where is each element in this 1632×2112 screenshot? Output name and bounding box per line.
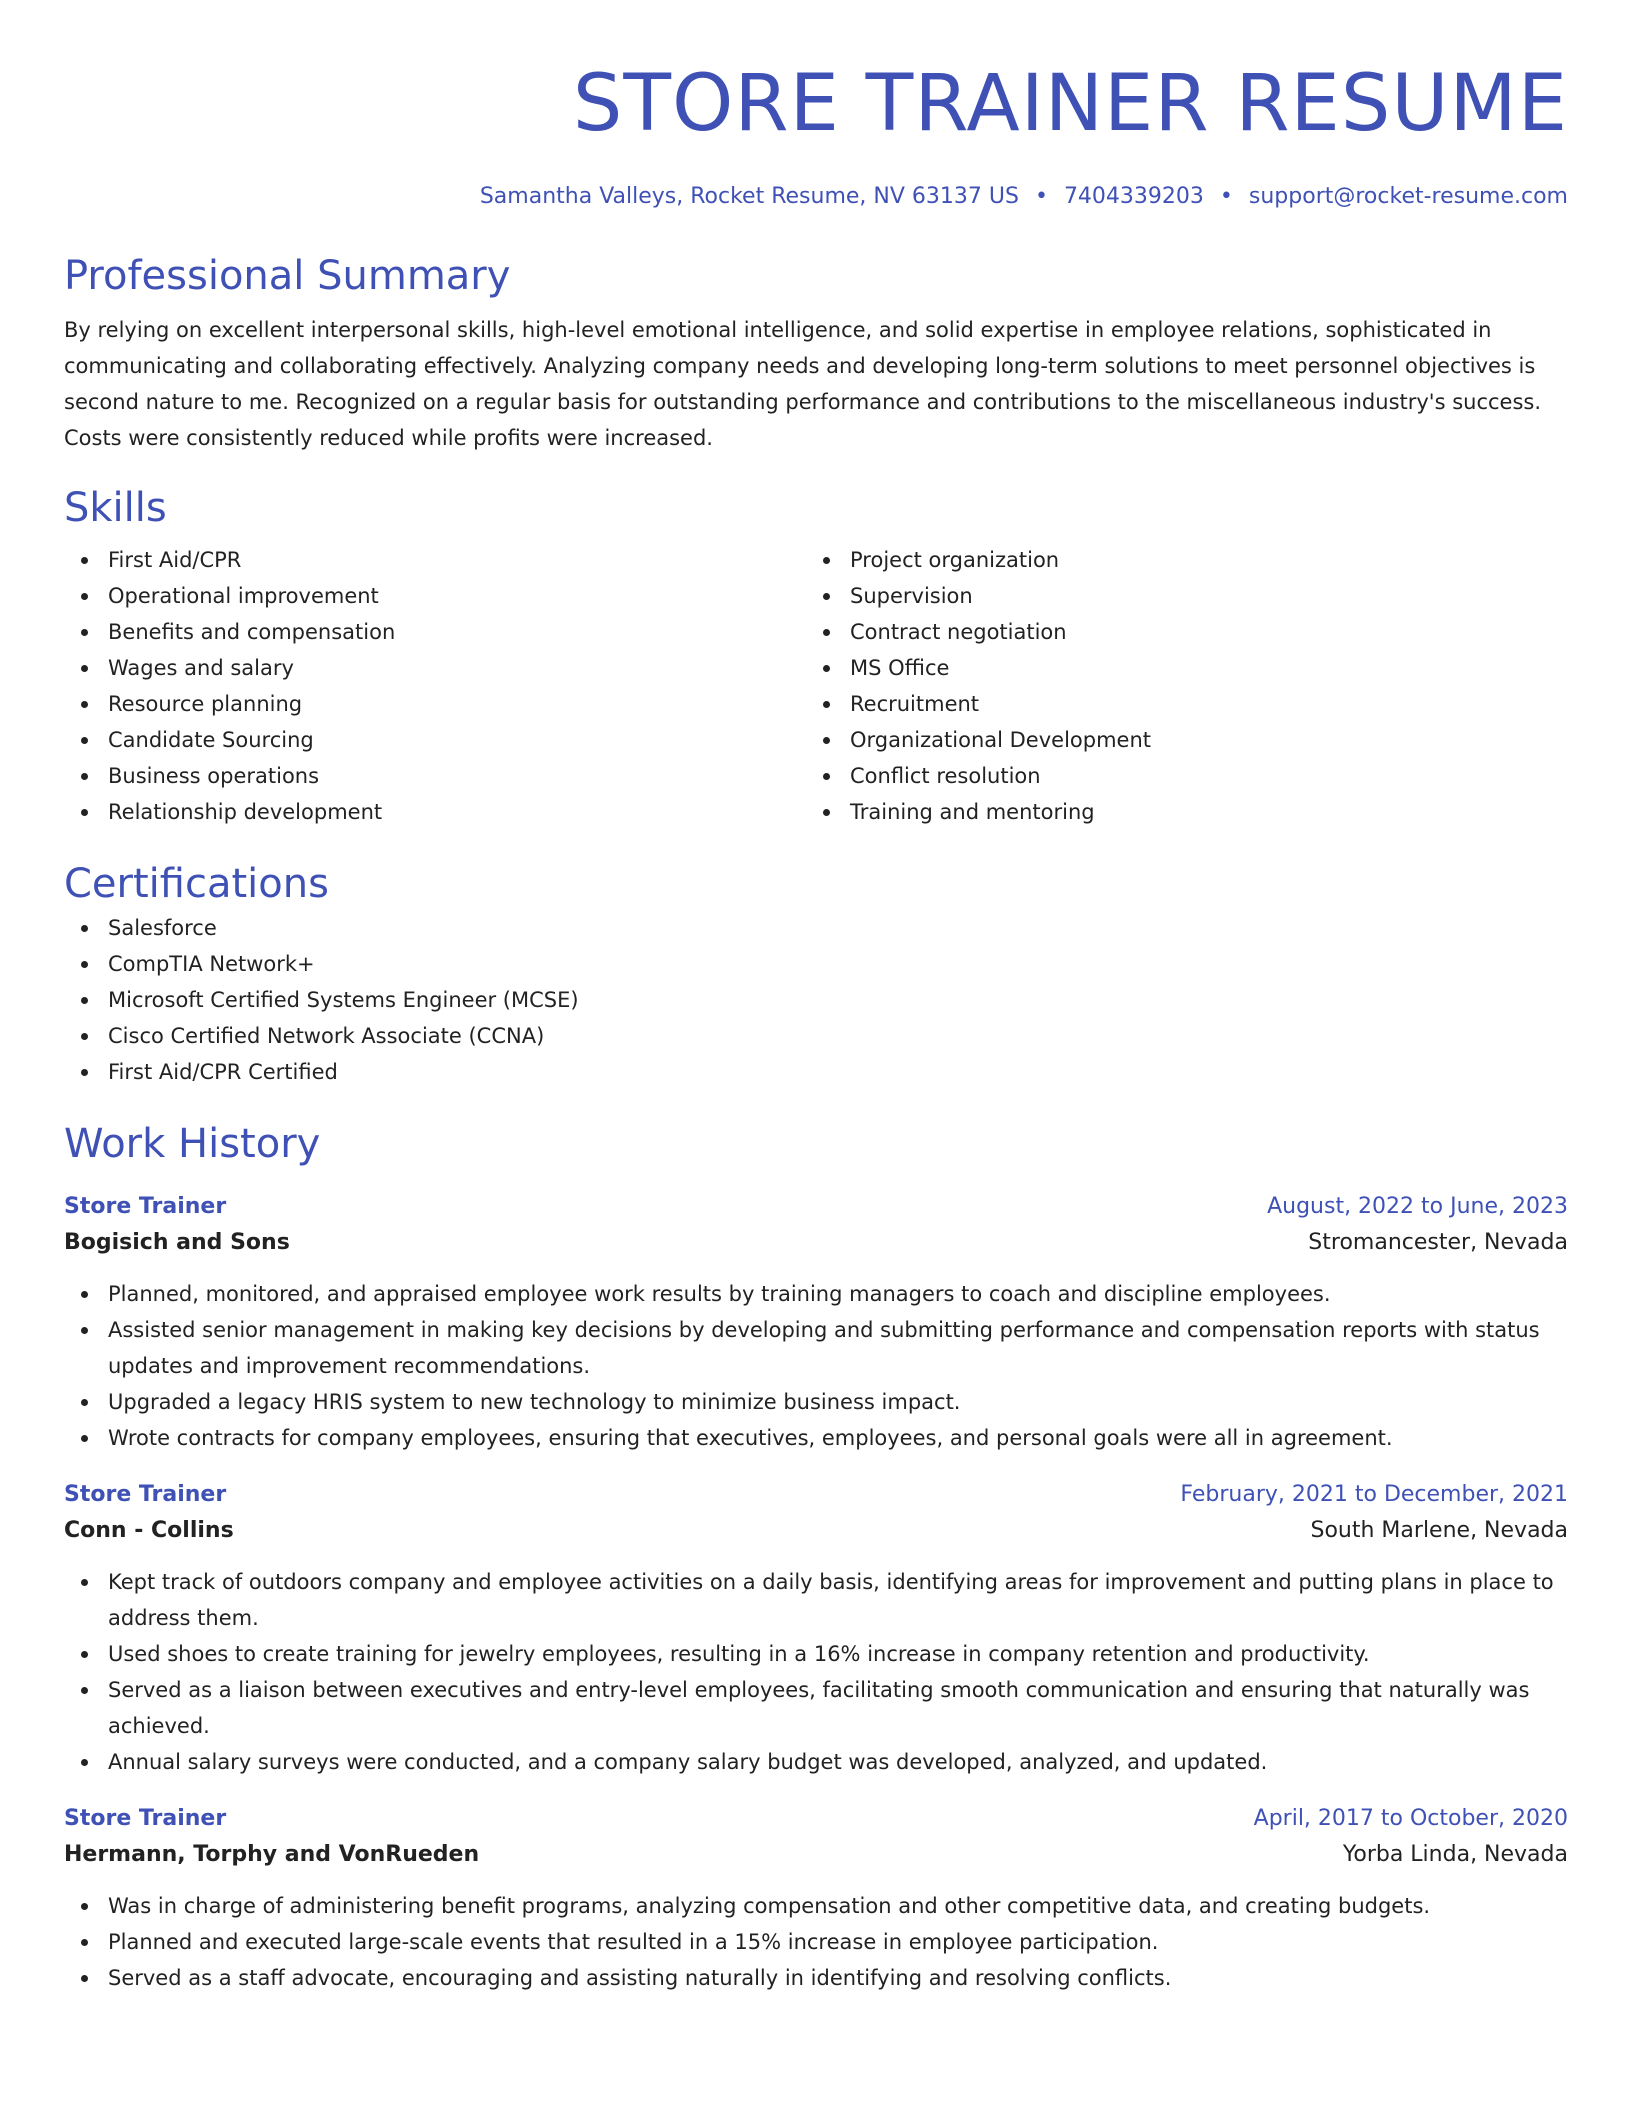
- job-bullet: Used shoes to create training for jewelry employees, resulting in a 16% increase in company retention and productivity.: [64, 1636, 1568, 1672]
- skill-item: Project organization: [806, 542, 1548, 578]
- skills-list: [64, 542, 1568, 830]
- job-bullet: Served as a staff advocate, encouraging and assisting naturally in identifying and resolving conflicts.: [64, 1960, 1568, 1996]
- job-dates: April, 2017 to October, 2020: [1253, 1806, 1568, 1831]
- skill-item: Business operations: [64, 758, 806, 794]
- job-entry: [64, 1190, 1568, 1456]
- job-role: Store Trainer: [64, 1194, 227, 1219]
- job-company: Bogisich and Sons: [64, 1230, 290, 1255]
- work-history-heading: Work History: [64, 1121, 321, 1167]
- skills-column-left: [64, 542, 806, 830]
- certification-item: Microsoft Certified Systems Engineer (MCSE): [64, 982, 1568, 1018]
- job-role: Store Trainer: [64, 1806, 227, 1831]
- work-history-list: [64, 1190, 1568, 1996]
- job-bullet: Planned and executed large-scale events that resulted in a 15% increase in employee participation.: [64, 1924, 1568, 1960]
- contact-email: support@rocket-resume.com: [1248, 184, 1568, 209]
- certifications-list: [64, 910, 1568, 1090]
- job-company: Hermann, Torphy and VonRueden: [64, 1842, 480, 1867]
- job-bullet: Served as a liaison between executives and entry-level employees, facilitating smooth communication and ensuring that naturally was achieved.: [64, 1672, 1568, 1744]
- job-bullet: Was in charge of administering benefit programs, analyzing compensation and other competitive data, and creating budgets.: [64, 1888, 1568, 1924]
- skill-item: Wages and salary: [64, 650, 806, 686]
- certifications-heading: Certifications: [64, 861, 329, 907]
- skill-item: Recruitment: [806, 686, 1548, 722]
- job-bullets: [64, 1276, 1568, 1456]
- certification-item: CompTIA Network+: [64, 946, 1568, 982]
- job-bullet: Annual salary surveys were conducted, and a company salary budget was developed, analyzed, and updated.: [64, 1744, 1568, 1780]
- skill-item: Supervision: [806, 578, 1548, 614]
- certification-item: First Aid/CPR Certified: [64, 1054, 1568, 1090]
- summary-heading: Professional Summary: [64, 253, 511, 299]
- skill-item: Operational improvement: [64, 578, 806, 614]
- job-bullet: Planned, monitored, and appraised employee work results by training managers to coach and discipline employees.: [64, 1276, 1568, 1312]
- job-bullet: Wrote contracts for company employees, ensuring that executives, employees, and personal goals were all in agreement.: [64, 1420, 1568, 1456]
- summary-text: By relying on excellent interpersonal skills, high-level emotional intelligence, and solid expertise in employee relations, sophisticated in communicating and collaborating effectively. Analyzing company needs and developing long-term solutions to meet personnel objectives is second nature to me. Recognized on a regular basis for outstanding performance and contributions to the miscellaneous industry's success. Costs were consistently reduced while profits were increased.: [64, 318, 1542, 450]
- job-entry: [64, 1478, 1568, 1780]
- skill-item: Organizational Development: [806, 722, 1548, 758]
- skill-item: Resource planning: [64, 686, 806, 722]
- skills-column-right: [806, 542, 1548, 830]
- resume-page: [64, 0, 1568, 1996]
- skill-item: Candidate Sourcing: [64, 722, 806, 758]
- job-bullets: [64, 1888, 1568, 1996]
- skill-item: MS Office: [806, 650, 1548, 686]
- skill-item: Benefits and compensation: [64, 614, 806, 650]
- job-location: South Marlene, Nevada: [1310, 1518, 1568, 1543]
- job-entry: [64, 1802, 1568, 1996]
- job-bullet: Kept track of outdoors company and employee activities on a daily basis, identifying areas for improvement and putting plans in place to address them.: [64, 1564, 1568, 1636]
- job-bullet: Assisted senior management in making key decisions by developing and submitting performance and compensation reports with status updates and improvement recommendations.: [64, 1312, 1568, 1384]
- contact-line: [64, 182, 1568, 212]
- job-location: Stromancester, Nevada: [1308, 1230, 1568, 1255]
- certification-item: Salesforce: [64, 910, 1568, 946]
- job-dates: February, 2021 to December, 2021: [1180, 1482, 1568, 1507]
- job-dates: August, 2022 to June, 2023: [1267, 1194, 1568, 1219]
- job-role: Store Trainer: [64, 1482, 227, 1507]
- job-company: Conn - Collins: [64, 1518, 234, 1543]
- contact-address: Samantha Valleys, Rocket Resume, NV 63137 US: [479, 184, 1019, 209]
- contact-separator: •: [1219, 184, 1233, 209]
- skill-item: Conflict resolution: [806, 758, 1548, 794]
- job-bullet: Upgraded a legacy HRIS system to new technology to minimize business impact.: [64, 1384, 1568, 1420]
- job-location: Yorba Linda, Nevada: [1342, 1842, 1568, 1867]
- skill-item: Contract negotiation: [806, 614, 1548, 650]
- job-bullets: [64, 1564, 1568, 1780]
- skill-item: Relationship development: [64, 794, 806, 830]
- contact-separator: •: [1034, 184, 1048, 209]
- contact-phone: 7404339203: [1063, 184, 1204, 209]
- certification-item: Cisco Certified Network Associate (CCNA): [64, 1018, 1568, 1054]
- skill-item: First Aid/CPR: [64, 542, 806, 578]
- skills-heading: Skills: [64, 485, 167, 531]
- resume-title: STORE TRAINER RESUME: [572, 59, 1568, 149]
- skill-item: Training and mentoring: [806, 794, 1548, 830]
